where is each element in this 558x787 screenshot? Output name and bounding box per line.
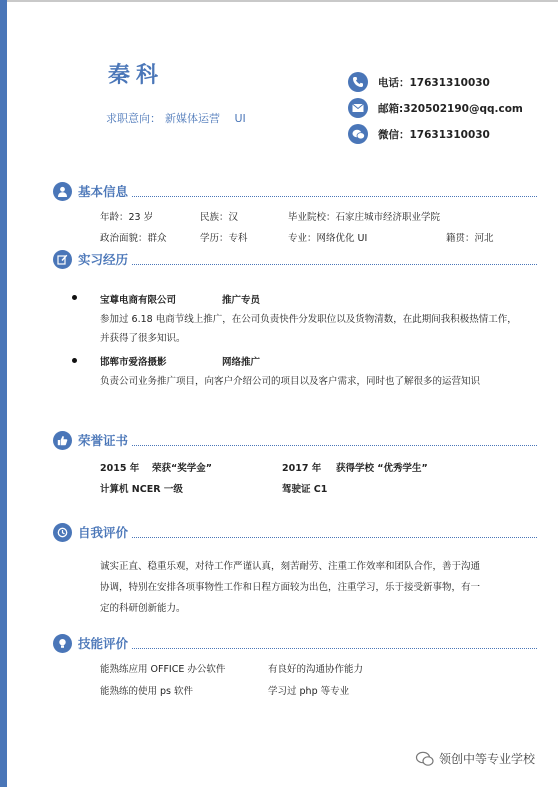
certificate: 驾驶证 C1 (282, 484, 328, 495)
watermark-text: 领创中等专业学校 (439, 752, 536, 766)
skill-item: 能熟练应用 OFFICE 办公软件 (100, 664, 226, 675)
watermark (415, 750, 535, 767)
section-self-evaluation (53, 522, 537, 542)
edit-icon (53, 250, 72, 269)
political-status: 政治面貌：群众 (100, 233, 167, 244)
section-title: 基本信息 (78, 184, 129, 199)
job-role: 网络推广 (222, 357, 261, 368)
skill-item: 学习过 php 等专业 (268, 686, 350, 697)
honor-year: 2015 年 (100, 463, 140, 474)
job-role: 推广专员 (222, 295, 261, 306)
job-description: 负责公司业务推广项目，向客户介绍公司的项目以及客户需求，同时也了解很多的运营知识 (100, 376, 481, 387)
major: 专业：网络优化 UI (288, 233, 368, 244)
section-internship (53, 249, 537, 269)
wechat-icon (348, 124, 368, 144)
mail-icon (348, 98, 368, 118)
school: 毕业院校：石家庄城市经济职业学院 (288, 212, 441, 223)
section-divider (132, 254, 537, 265)
hometown: 籍贯：河北 (446, 233, 494, 244)
phone-icon (348, 72, 368, 92)
thumbs-up-icon (53, 431, 72, 450)
job-intent-value: 新媒体运营 (165, 112, 220, 125)
ethnicity: 民族：汉 (200, 212, 239, 223)
contact-wechat (348, 123, 490, 145)
honor-item: 获得学校 “优秀学生” (336, 463, 428, 474)
job-intent (106, 110, 250, 126)
skill-item: 能熟练的使用 ps 软件 (100, 686, 194, 697)
list-bullet (72, 295, 77, 300)
lightbulb-icon (53, 634, 72, 653)
skill-item: 有良好的沟通协作能力 (268, 664, 364, 675)
self-evaluation-line: 协调，特别在安排各项事物性工作和日程方面较为出色，注重学习，乐于接受新事物，有一 (100, 582, 481, 593)
section-divider (132, 638, 537, 649)
top-border-line (7, 0, 558, 2)
certificate: 计算机 NCER 一级 (100, 484, 183, 495)
section-divider (132, 186, 537, 197)
wechat-logo-icon (415, 751, 435, 767)
contact-email-text: 邮箱:320502190@qq.com (378, 102, 523, 115)
contact-phone-text: 电话：17631310030 (378, 76, 490, 89)
section-skills (53, 633, 537, 653)
honor-year: 2017 年 (282, 463, 322, 474)
job-intent-extra: UI (234, 112, 246, 125)
section-divider (132, 527, 537, 538)
section-title: 实习经历 (78, 252, 129, 267)
section-divider (132, 435, 537, 446)
job-description: 并获得了很多知识。 (100, 333, 186, 344)
job-description: 参加过 6.18 电商节线上推广，在公司负责快件分发职位以及货物清数，在此期间我积极热情工作， (100, 314, 517, 325)
person-icon (53, 182, 72, 201)
honor-item: 荣获“奖学金” (152, 463, 212, 474)
company-name: 邯郸市爱洛摄影 (100, 357, 167, 368)
left-accent-bar (0, 0, 7, 787)
list-bullet (72, 358, 77, 363)
contact-email (348, 97, 523, 119)
contact-wechat-text: 微信：17631310030 (378, 128, 490, 141)
age: 年龄：23 岁 (100, 212, 154, 223)
self-evaluation-line: 定的科研创新能力。 (100, 603, 186, 614)
section-basic-info (53, 181, 537, 201)
section-title: 技能评价 (78, 636, 129, 651)
self-evaluation-line: 诚实正直、稳重乐观，对待工作严谨认真，刻苦耐劳、注重工作效率和团队合作，善于沟通 (100, 561, 481, 572)
job-intent-label: 求职意向： (106, 112, 161, 125)
company-name: 宝尊电商有限公司 (100, 295, 177, 306)
degree: 学历：专科 (200, 233, 248, 244)
contact-phone (348, 71, 490, 93)
clock-icon (53, 523, 72, 542)
section-honors (53, 430, 537, 450)
self-evaluation-text (100, 556, 520, 619)
section-title: 自我评价 (78, 525, 129, 540)
candidate-name: 秦科 (108, 62, 165, 88)
section-title: 荣誉证书 (78, 433, 129, 448)
